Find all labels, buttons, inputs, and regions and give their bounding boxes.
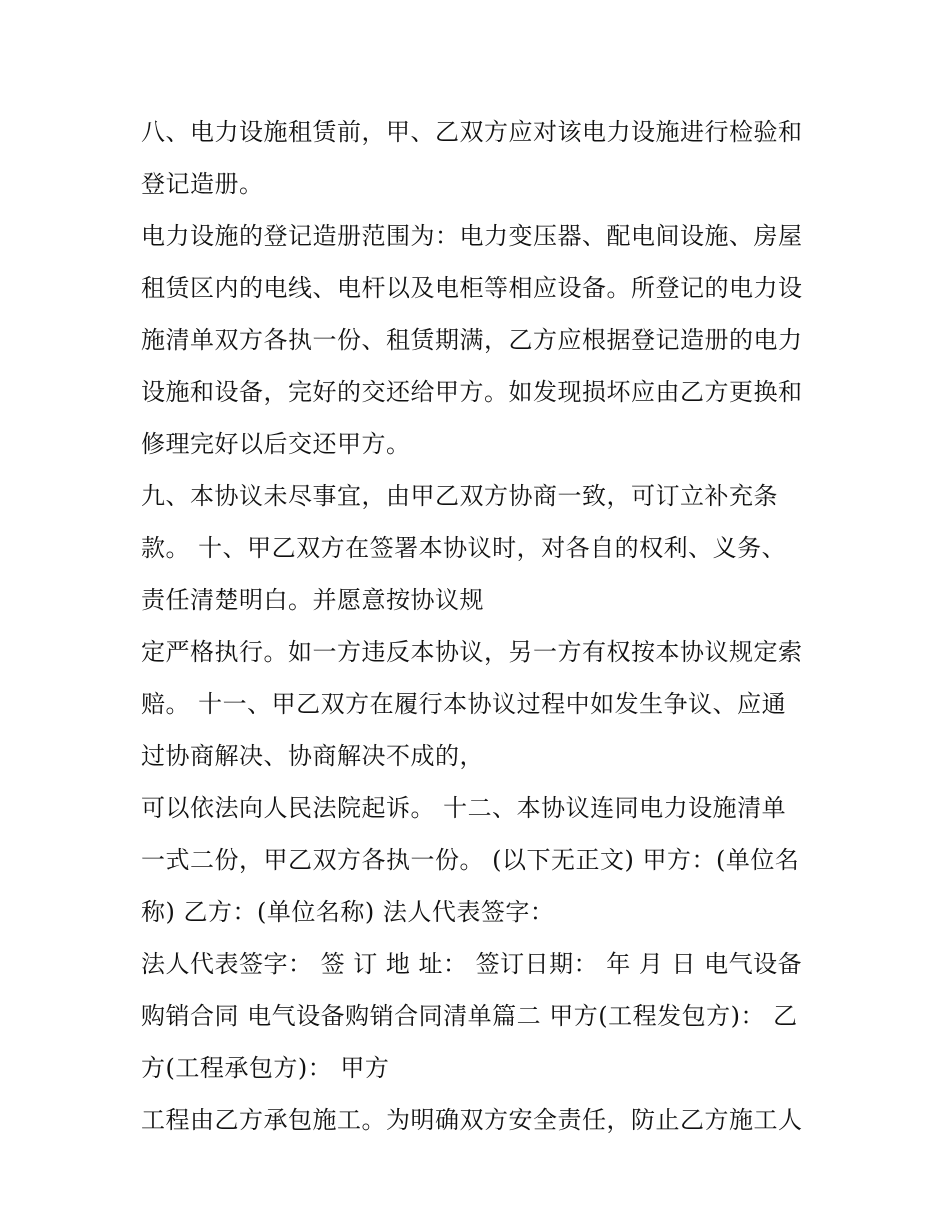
text-line: 租赁区内的电线、电杆以及电柜等相应设备。所登记的电力设 (141, 274, 803, 302)
text-line: 定严格执行。如一方违反本协议，另一方有权按本协议规定索 (141, 638, 803, 666)
text-line: 过协商解决、协商解决不成的， (141, 742, 484, 770)
text-line: 八、电力设施租赁前，甲、乙双方应对该电力设施进行检验和 (141, 118, 803, 146)
text-line: 修理完好以后交还甲方。 (141, 430, 411, 458)
text-line: 工程由乙方承包施工。为明确双方安全责任，防止乙方施工人 (141, 1106, 803, 1134)
text-line: 九、本协议未尽事宜，由甲乙双方协商一致，可订立补充条 (141, 482, 778, 510)
text-line: 设施和设备，完好的交还给甲方。如发现损坏应由乙方更换和 (141, 378, 803, 406)
text-line: 方(工程承包方)： 甲方 (141, 1054, 390, 1082)
text-line: 购销合同 电气设备购销合同清单篇二 甲方(工程发包方)： 乙 (141, 1002, 798, 1030)
document-body (141, 106, 821, 1146)
text-line: 登记造册。 (141, 170, 264, 198)
text-line: 可以依法向人民法院起诉。 十二、本协议连同电力设施清单 (141, 794, 787, 822)
text-line: 赔。 十一、甲乙双方在履行本协议过程中如发生争议、应通 (141, 690, 787, 718)
text-line: 称) 乙方：(单位名称) 法人代表签字： (141, 898, 555, 926)
text-line: 责任清楚明白。并愿意按协议规 (141, 586, 484, 614)
text-line: 一式二份，甲乙双方各执一份。 (以下无正文) 甲方：(单位名 (141, 846, 800, 874)
text-line: 电力设施的登记造册范围为：电力变压器、配电间设施、房屋 (141, 222, 803, 250)
text-line: 款。 十、甲乙双方在签署本协议时，对各自的权利、义务、 (141, 534, 787, 562)
text-line: 施清单双方各执一份、租赁期满，乙方应根据登记造册的电力 (141, 326, 803, 354)
text-line: 法人代表签字： 签 订 地 址： 签订日期： 年 月 日 电气设备 (141, 950, 803, 978)
